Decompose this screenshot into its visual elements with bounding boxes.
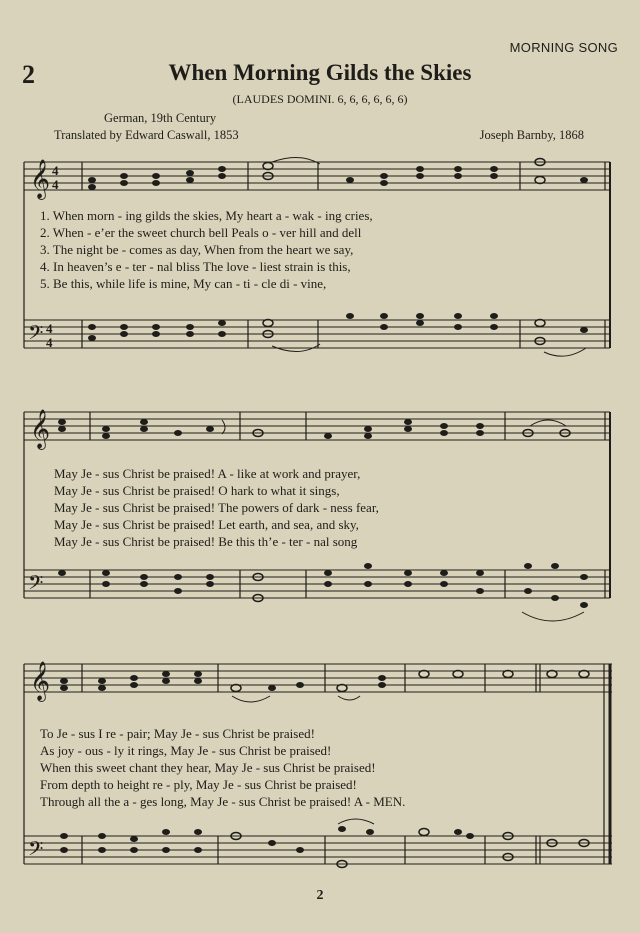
- treble-notes: [88, 159, 588, 191]
- svg-text:4: 4: [46, 321, 53, 336]
- verse-1-line-1: 1. When morn - ing gilds the skies, My heart a - wak - ing cries,: [40, 208, 373, 223]
- composer-credit: Joseph Barnby, 1868: [479, 128, 584, 142]
- treble-staff: [24, 664, 612, 692]
- verse-2-line-3: As joy - ous - ly it rings, May Je - sus Christ be praised!: [40, 743, 332, 758]
- hymn-number: 2: [22, 60, 35, 89]
- verse-2-line-1: 2. When - e’er the sweet church bell Peals o - ver hill and dell: [40, 225, 362, 240]
- treble-clef: 𝄞: [30, 409, 51, 449]
- bass-staff: [24, 570, 610, 598]
- verse-4-line-1: 4. In heaven’s e - ter - nal bliss The love - liest strain is this,: [40, 259, 351, 274]
- treble-staff: [24, 412, 610, 440]
- verse-1-line-2: May Je - sus Christ be praised! A - like at work and prayer,: [54, 466, 361, 481]
- verse-3-line-1: 3. The night be - comes as day, When from the heart we say,: [40, 242, 354, 257]
- hymn-title: When Morning Gilds the Skies: [168, 60, 472, 85]
- svg-text:4: 4: [52, 163, 59, 178]
- bass-staff: [24, 320, 610, 348]
- bass-staff: [24, 836, 612, 864]
- treble-notes: [58, 419, 570, 439]
- verse-5-line-1: 5. Be this, while life is mine, My can - ti - cle di - vine,: [40, 276, 327, 291]
- verse-4-line-3: From depth to height re - ply, May Je - sus Christ be praised!: [40, 777, 357, 792]
- verse-5-line-3: Through all the a - ges long, May Je - sus Christ be praised! A - MEN.: [40, 794, 406, 809]
- treble-staff: [24, 162, 610, 190]
- treble-clef: 𝄞: [30, 159, 51, 199]
- svg-text:4: 4: [52, 177, 59, 192]
- verse-5-line-2: May Je - sus Christ be praised! Be this th’e - ter - nal song: [54, 534, 358, 549]
- verse-3-line-2: May Je - sus Christ be praised! The powers of dark - ness fear,: [54, 500, 379, 515]
- tune-name: (LAUDES DOMINI. 6, 6, 6, 6, 6, 6): [232, 92, 408, 106]
- bass-notes: [88, 313, 588, 345]
- bass-clef: 𝄢: [28, 837, 44, 865]
- verse-4-line-2: May Je - sus Christ be praised! Let earth, and sea, and sky,: [54, 517, 359, 532]
- page-number: 2: [316, 888, 324, 903]
- bass-clef: 𝄢: [28, 571, 44, 599]
- section-heading: MORNING SONG: [509, 40, 618, 55]
- verse-3-line-3: When this sweet chant they hear, May Je - sus Christ be praised!: [40, 760, 376, 775]
- verse-2-line-2: May Je - sus Christ be praised! O hark to what it sings,: [54, 483, 340, 498]
- translator-credit: Translated by Edward Caswall, 1853: [54, 128, 239, 142]
- treble-clef: 𝄞: [30, 661, 51, 701]
- origin-credit: German, 19th Century: [104, 111, 217, 125]
- verse-1-line-3: To Je - sus I re - pair; May Je - sus Christ be praised!: [40, 726, 315, 741]
- svg-text:4: 4: [46, 335, 53, 350]
- bass-clef: 𝄢: [28, 321, 44, 349]
